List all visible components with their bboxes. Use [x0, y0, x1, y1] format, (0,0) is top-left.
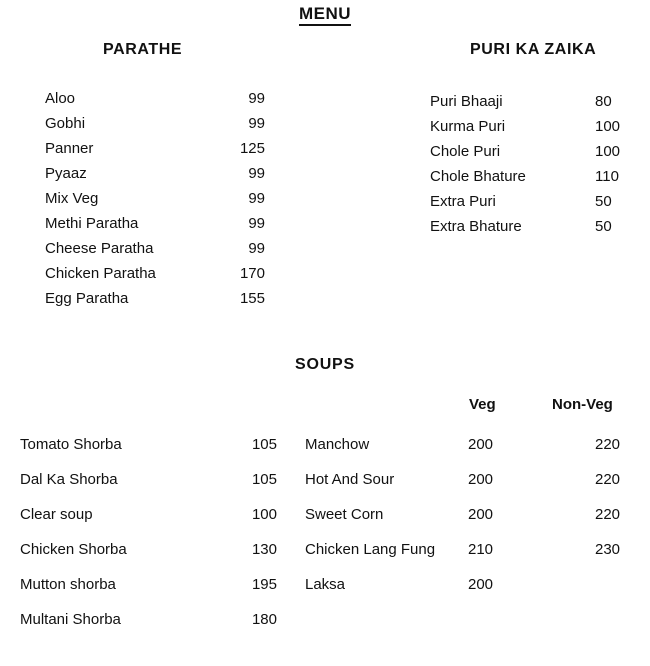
menu-item-name: Mutton shorba — [20, 576, 116, 593]
menu-item-price: 180 — [251, 611, 277, 628]
section-heading-puri-ka-zaika: PURI KA ZAIKA — [470, 41, 597, 58]
menu-item-price-veg: 200 — [468, 436, 494, 453]
menu-item-row — [45, 86, 285, 111]
menu-item-name: Tomato Shorba — [20, 436, 122, 453]
menu-item-row — [45, 236, 285, 261]
menu-item-name: Chicken Lang Fung — [305, 541, 436, 558]
menu-item-row — [20, 497, 300, 532]
menu-item-price-veg: 200 — [468, 506, 494, 523]
menu-item-price: 105 — [251, 471, 277, 488]
menu-item-row — [45, 186, 285, 211]
menu-item-price: 99 — [248, 240, 265, 257]
menu-item-price: 99 — [248, 90, 265, 107]
menu-item-price: 99 — [248, 215, 265, 232]
menu-item-name: Laksa — [305, 576, 346, 593]
menu-item-price: 155 — [239, 290, 265, 307]
column-header-veg: Veg — [469, 396, 496, 413]
menu-item-price-veg: 200 — [468, 576, 494, 593]
menu-item-price-non-veg: 230 — [595, 541, 621, 558]
menu-item-row — [20, 602, 300, 637]
menu-item-row — [430, 214, 640, 239]
menu-item-name: Panner — [45, 140, 94, 157]
menu-item-row — [430, 89, 640, 114]
menu-item-price: 110 — [595, 168, 619, 185]
section-heading-parathe: PARATHE — [103, 41, 183, 58]
menu-item-row — [430, 114, 640, 139]
menu-item-name: Extra Bhature — [430, 218, 522, 235]
menu-item-row — [20, 427, 300, 462]
page-title-text: MENU — [299, 4, 351, 26]
menu-item-name: Chole Puri — [430, 143, 501, 160]
menu-item-name: Chicken Paratha — [45, 265, 156, 282]
menu-item-price-non-veg: 220 — [595, 471, 621, 488]
menu-item-row — [45, 286, 285, 311]
menu-item-name: Clear soup — [20, 506, 93, 523]
menu-item-price: 99 — [248, 115, 265, 132]
menu-item-row — [305, 462, 635, 497]
menu-item-name: Chole Bhature — [430, 168, 526, 185]
menu-item-price: 80 — [595, 93, 612, 110]
menu-item-name: Gobhi — [45, 115, 86, 132]
menu-item-row — [20, 462, 300, 497]
menu-item-name: Puri Bhaaji — [430, 93, 503, 110]
menu-item-price-non-veg: 220 — [595, 506, 621, 523]
menu-list-soups-left — [20, 427, 300, 637]
menu-item-price: 50 — [595, 193, 612, 210]
column-header-non-veg: Non-Veg — [552, 396, 613, 413]
section-heading-soups: SOUPS — [294, 356, 355, 373]
menu-item-name: Mix Veg — [45, 190, 99, 207]
menu-item-price: 99 — [248, 190, 265, 207]
menu-item-name: Aloo — [45, 90, 76, 107]
menu-item-row — [305, 532, 635, 567]
menu-item-name: Chicken Shorba — [20, 541, 127, 558]
menu-item-price: 100 — [595, 118, 621, 135]
menu-item-price-veg: 210 — [468, 541, 494, 558]
menu-item-row — [430, 164, 640, 189]
menu-item-row — [45, 261, 285, 286]
menu-item-row — [45, 136, 285, 161]
menu-item-name: Cheese Paratha — [45, 240, 154, 257]
menu-item-price: 130 — [251, 541, 277, 558]
menu-item-row — [305, 427, 635, 462]
menu-item-row — [305, 567, 635, 602]
menu-item-row — [305, 497, 635, 532]
page-title — [0, 4, 650, 26]
menu-item-row — [20, 567, 300, 602]
menu-item-name: Dal Ka Shorba — [20, 471, 118, 488]
menu-item-row — [45, 161, 285, 186]
menu-item-name: Pyaaz — [45, 165, 87, 182]
menu-list-parathe — [45, 86, 285, 311]
menu-item-price: 99 — [248, 165, 265, 182]
menu-item-name: Extra Puri — [430, 193, 496, 210]
menu-item-name: Kurma Puri — [430, 118, 506, 135]
menu-item-name: Sweet Corn — [305, 506, 384, 523]
menu-item-name: Manchow — [305, 436, 370, 453]
menu-item-name: Multani Shorba — [20, 611, 121, 628]
menu-item-price: 100 — [595, 143, 621, 160]
menu-item-name: Hot And Sour — [305, 471, 395, 488]
menu-item-price: 50 — [595, 218, 612, 235]
menu-item-price: 100 — [251, 506, 277, 523]
menu-item-price: 170 — [239, 265, 265, 282]
menu-item-name: Egg Paratha — [45, 290, 129, 307]
menu-item-name: Methi Paratha — [45, 215, 139, 232]
menu-item-price: 105 — [251, 436, 277, 453]
menu-list-soups-right — [305, 427, 635, 602]
menu-item-price-veg: 200 — [468, 471, 494, 488]
menu-item-price: 125 — [239, 140, 265, 157]
menu-list-puri-ka-zaika — [430, 89, 640, 239]
menu-item-price-non-veg: 220 — [595, 436, 621, 453]
menu-item-row — [45, 211, 285, 236]
menu-item-price: 195 — [251, 576, 277, 593]
menu-item-row — [430, 189, 640, 214]
menu-item-row — [45, 111, 285, 136]
menu-item-row — [430, 139, 640, 164]
menu-item-row — [20, 532, 300, 567]
